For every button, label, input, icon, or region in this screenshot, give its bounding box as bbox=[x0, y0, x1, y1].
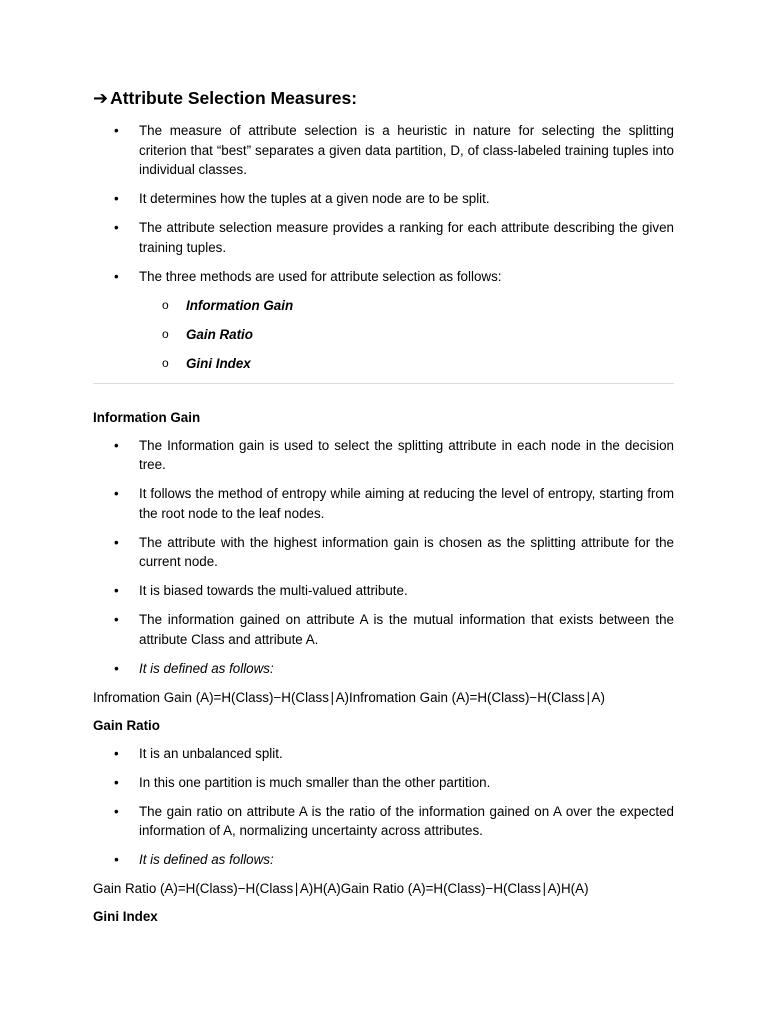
list-item: • The attribute with the highest information gain is chosen as the splitting attribute for the current node. bbox=[93, 533, 674, 572]
main-heading bbox=[93, 86, 674, 110]
section-title-information-gain: Information Gain bbox=[93, 409, 201, 425]
main-heading-text: Attribute Selection Measures: bbox=[110, 88, 358, 108]
gain-ratio-formula: Gain Ratio (A)=H(Class)−H(Class∣A)H(A)Gain Ratio (A)=H(Class)−H(Class∣A)H(A) bbox=[93, 881, 589, 896]
list-item: • The gain ratio on attribute A is the ratio of the information gained on A over the expected information of A, normalizing uncertainty across attributes. bbox=[93, 802, 674, 841]
section-title-gain-ratio: Gain Ratio bbox=[93, 717, 160, 733]
information-gain-bullet-list bbox=[93, 436, 674, 679]
sub-list-item: o Gain Ratio bbox=[93, 325, 674, 345]
list-item: • It is an unbalanced split. bbox=[93, 744, 674, 764]
list-item-defined: • It is defined as follows: bbox=[93, 850, 674, 870]
list-item: • It determines how the tuples at a given node are to be split. bbox=[93, 189, 674, 209]
list-item: • The attribute selection measure provides a ranking for each attribute describing the given training tuples. bbox=[93, 218, 674, 257]
section-title-gini-index: Gini Index bbox=[93, 909, 158, 924]
information-gain-formula: Infromation Gain (A)=H(Class)−H(Class∣A)Infromation Gain (A)=H(Class)−H(Class∣A) bbox=[93, 689, 605, 705]
sub-list-item: o Information Gain bbox=[93, 296, 674, 316]
list-item: • In this one partition is much smaller than the other partition. bbox=[93, 773, 674, 793]
list-item-defined: • It is defined as follows: bbox=[93, 659, 674, 679]
intro-bullet-list bbox=[93, 121, 674, 286]
list-item: • It is biased towards the multi-valued attribute. bbox=[93, 581, 674, 601]
list-item: • The three methods are used for attribute selection as follows: bbox=[93, 267, 674, 287]
list-item: • The information gained on attribute A is the mutual information that exists between the attribute Class and attribute A. bbox=[93, 610, 674, 649]
horizontal-divider bbox=[93, 383, 674, 384]
arrow-icon: ➔ bbox=[93, 88, 109, 108]
gain-ratio-bullet-list bbox=[93, 744, 674, 870]
sub-list-item: o Gini Index bbox=[93, 354, 674, 374]
list-item: • It follows the method of entropy while aiming at reducing the level of entropy, starting from the root node to the leaf nodes. bbox=[93, 484, 674, 523]
list-item: • The measure of attribute selection is a heuristic in nature for selecting the splitting criterion that “best” separates a given data partition, D, of class-labeled training tuples into individual classes. bbox=[93, 121, 674, 180]
methods-sub-list bbox=[93, 296, 674, 374]
list-item: • The Information gain is used to select the splitting attribute in each node in the decision tree. bbox=[93, 436, 674, 475]
document-page bbox=[93, 86, 674, 935]
